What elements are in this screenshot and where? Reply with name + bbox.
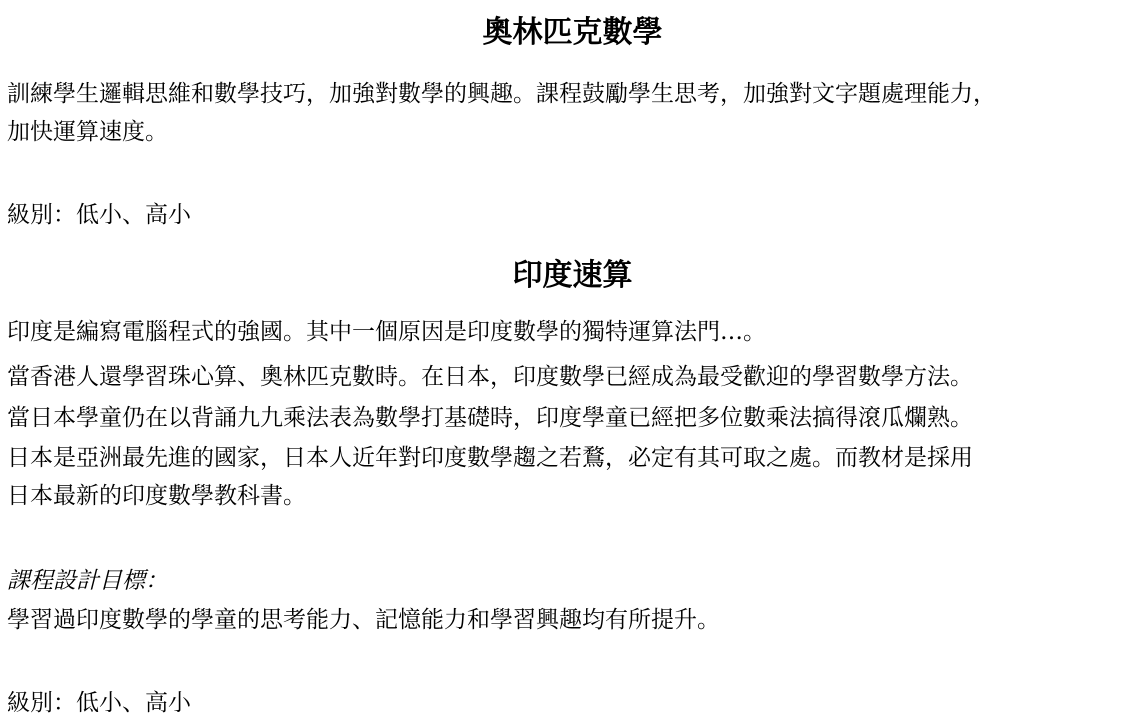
indian-paragraph-line-4: 日本是亞洲最先進的國家，日本人近年對印度數學趨之若鶩，必定有其可取之處。而教材是採用 [7,445,973,471]
section-title-indian-math: 印度速算 [512,258,633,293]
indian-paragraph-line-2: 當香港人還學習珠心算、奧林匹克數時。在日本，印度數學已經成為最受歡迎的學習數學方法。 [7,364,973,390]
indian-paragraph-line-1: 印度是編寫電腦程式的強國。其中一個原因是印度數學的獨特運算法門…。 [7,319,766,345]
objective-text: 學習過印度數學的學童的思考能力、記憶能力和學習興趣均有所提升。 [7,607,720,633]
olympiad-paragraph-line-2: 加快運算速度。 [7,119,168,145]
objective-heading: 課程設計目標： [7,568,168,594]
indian-paragraph-line-3: 當日本學童仍在以背誦九九乘法表為數學打基礎時，印度學童已經把多位數乘法搞得滾瓜爛熟。 [7,405,973,431]
indian-math-level: 級別：低小、高小 [7,690,191,716]
olympiad-paragraph-line-1: 訓練學生邏輯思維和數學技巧，加強對數學的興趣。課程鼓勵學生思考，加強對文字題處理能力， [7,81,996,107]
olympiad-level: 級別：低小、高小 [7,202,191,228]
indian-paragraph-line-5: 日本最新的印度數學教科書。 [7,483,306,509]
section-title-olympiad: 奧林匹克數學 [482,15,663,50]
